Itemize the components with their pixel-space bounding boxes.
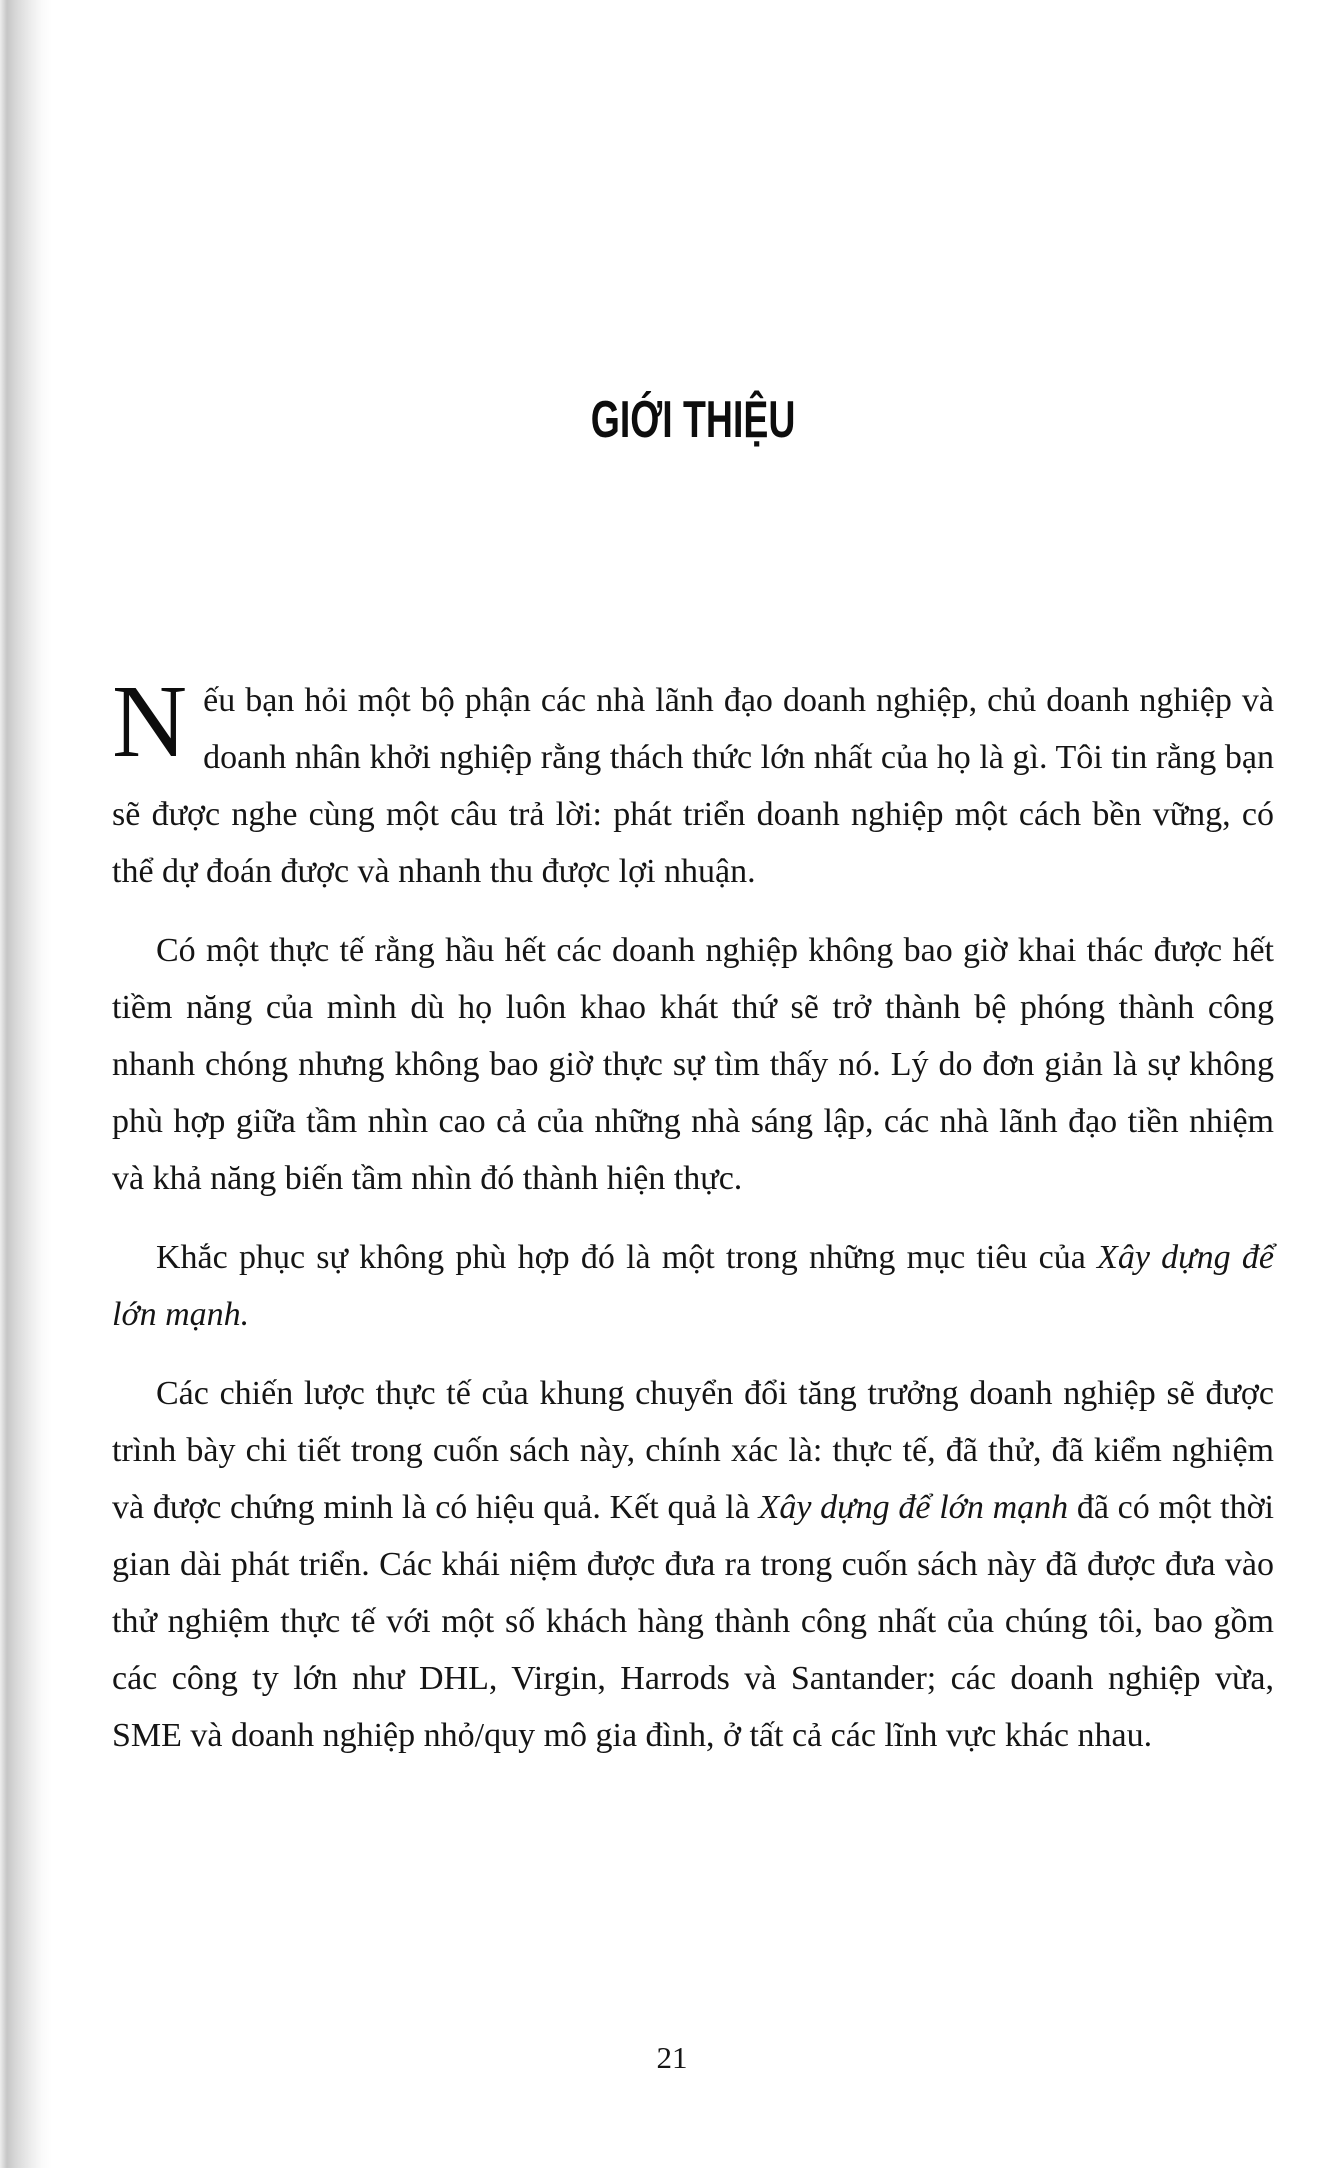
paragraph — [112, 664, 1274, 900]
drop-cap: N — [112, 664, 188, 779]
page-content — [112, 0, 1274, 1786]
page-edge-shadow — [0, 0, 52, 2168]
chapter-title-wrap — [112, 390, 1274, 450]
paragraph — [112, 1365, 1274, 1764]
body-text: Các chiến lược thực tế của khung chuyển đổi tăng trưởng doanh nghiệp sẽ được trình bày chi tiết trong cuốn sách này, chính xác là: thực tế, đã thử, đã kiểm nghiệm và được chứng minh là có hiệu quả. Kết quả là — [112, 1375, 1274, 1526]
paragraph — [112, 1229, 1274, 1343]
paragraph — [112, 922, 1274, 1207]
chapter-title: GIỚI THIỆU — [590, 391, 796, 449]
body-text: ếu bạn hỏi một bộ phận các nhà lãnh đạo doanh nghiệp, chủ doanh nghiệp và doanh nhân khởi nghiệp rằng thách thức lớn nhất của họ là gì. Tôi tin rằng bạn sẽ được nghe cùng một câu trả lời: phát triển doanh nghiệp một cách bền vững, có thể dự đoán được và nhanh thu được lợi nhuận. — [112, 682, 1274, 890]
book-title-italic: Xây dựng để lớn mạnh — [758, 1489, 1069, 1526]
paragraphs — [112, 664, 1275, 1764]
body-text: Có một thực tế rằng hầu hết các doanh nghiệp không bao giờ khai thác được hết tiềm năng của mình dù họ luôn khao khát thứ sẽ trở thành bệ phóng thành công nhanh chóng nhưng không bao giờ thực sự tìm thấy nó. Lý do đơn giản là sự không phù hợp giữa tầm nhìn cao cả của những nhà sáng lập, các nhà lãnh đạo tiền nhiệm và khả năng biến tầm nhìn đó thành hiện thực. — [112, 932, 1274, 1197]
body-text: Khắc phục sự không phù hợp đó là một trong những mục tiêu của — [156, 1239, 1098, 1276]
body-text: đã có một thời gian dài phát triển. Các khái niệm được đưa ra trong cuốn sách này đã được đưa vào thử nghiệm thực tế với một số khách hàng thành công nhất của chúng tôi, bao gồm các công ty lớn như DHL, Virgin, Harrods và Santander; các doanh nghiệp vừa, SME và doanh nghiệp nhỏ/quy mô gia đình, ở tất cả các lĩnh vực khác nhau. — [112, 1489, 1275, 1754]
book-title-italic: Xây dựng để lớn mạnh. — [112, 1239, 1275, 1333]
page-number: 21 — [656, 2040, 688, 2075]
